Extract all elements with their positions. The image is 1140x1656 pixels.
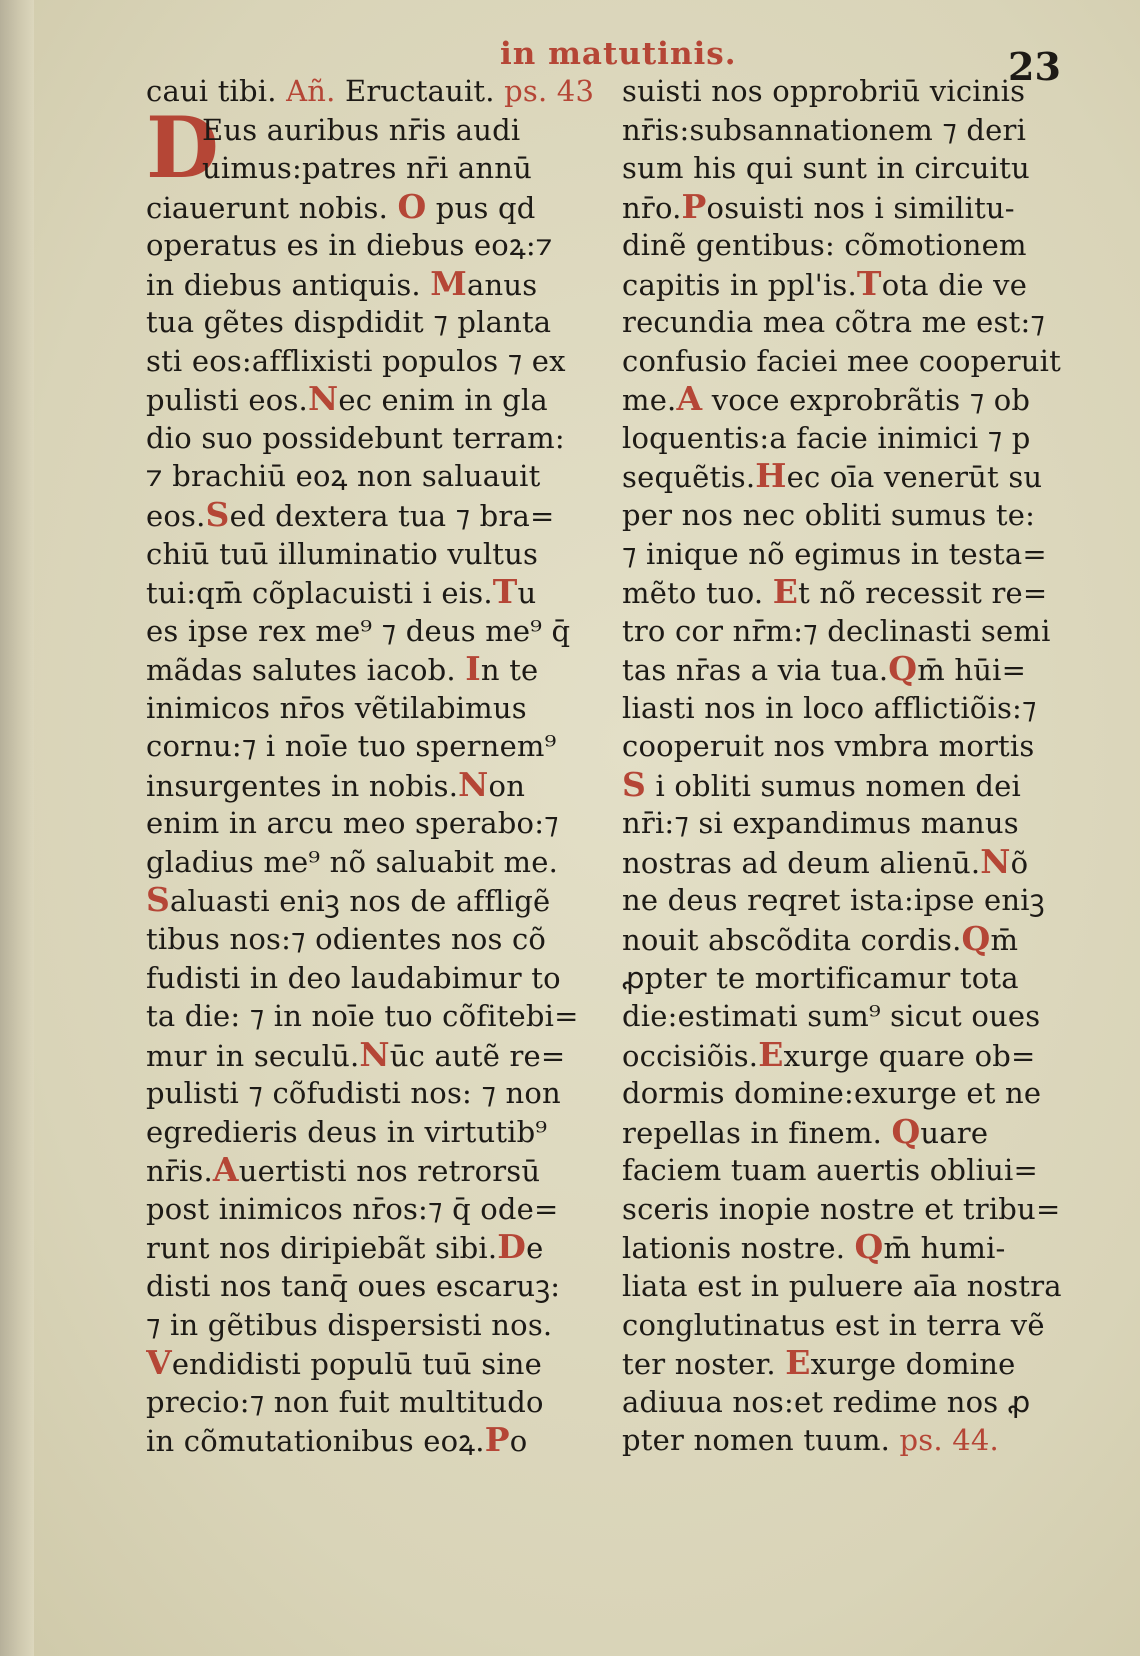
text-line: sequẽtis.Hec oīa venerūt su bbox=[622, 457, 1043, 496]
text-line: pulisti eos.Nec enim in gla bbox=[146, 380, 548, 419]
text-line: nostras ad deum alienū.Nõ bbox=[622, 842, 1029, 881]
text-line: suisti nos opprobriū vicinis bbox=[622, 74, 1026, 108]
text-line: tua gẽtes dispdidit ⁊ planta bbox=[146, 305, 552, 340]
text-line: pter nomen tuum. ps. 44. bbox=[622, 1423, 999, 1458]
text-line: operatus es in diebus eoꝝ:⁊ bbox=[146, 228, 553, 263]
text-line: ne deus reqret ista:ipse eniꝫ bbox=[622, 883, 1045, 918]
rubricated-initial: N bbox=[458, 765, 489, 804]
text-line: per nos nec obliti sumus te: bbox=[622, 498, 1036, 533]
text-line: me.A voce exprobrãtis ⁊ ob bbox=[622, 380, 1031, 419]
antiphon-marker: Añ. bbox=[286, 74, 336, 108]
rubricated-initial: P bbox=[484, 1421, 510, 1460]
text-line: nr̄o.Posuisti nos i similitu- bbox=[622, 187, 1015, 226]
text-line: mãdas salutes iacob. In te bbox=[146, 650, 539, 689]
rubricated-initial: H bbox=[755, 457, 787, 496]
text-line: adiuua nos:et redime nos ꝓ bbox=[622, 1384, 1031, 1419]
rubricated-initial: N bbox=[307, 380, 339, 419]
text-line: es ipse rex me⁹ ⁊ deus me⁹ q̄ bbox=[146, 613, 571, 648]
text-line: dormis domine:exurge et ne bbox=[622, 1076, 1042, 1111]
text-line: pulisti ⁊ cõfudisti nos: ⁊ non bbox=[146, 1076, 561, 1111]
text-line: chiū tuū illuminatio vultus bbox=[146, 536, 539, 571]
rubricated-initial: A bbox=[676, 380, 703, 419]
text-line: precio:⁊ non fuit multitudo bbox=[146, 1384, 544, 1419]
folio-number: 23 bbox=[1008, 44, 1061, 89]
text-line: post inimicos nr̄os:⁊ q̄ ode= bbox=[146, 1191, 559, 1226]
text-line: ta die: ⁊ in noīe tuo cõfitebi= bbox=[146, 999, 579, 1034]
text-line: egredieris deus in virtutib⁹ bbox=[146, 1114, 548, 1149]
text-line: runt nos diripiebãt sibi.De bbox=[146, 1228, 544, 1267]
text-line: nr̄is.Auertisti nos retrorsū bbox=[146, 1151, 541, 1190]
text-column-right bbox=[622, 72, 1062, 1460]
text-line: mẽto tuo. Et nõ recessit re= bbox=[622, 573, 1048, 612]
text-line: disti nos tanq̄ oues escaruꝫ: bbox=[146, 1268, 561, 1303]
text-line: Vendidisti populū tuū sine bbox=[146, 1344, 543, 1383]
text-line: nr̄is:subsannationem ⁊ deri bbox=[622, 112, 1027, 147]
drop-capital: D bbox=[146, 97, 219, 197]
psalm-number: ps. 44. bbox=[899, 1423, 999, 1458]
text-line: nouit abscõdita cordis.Qm̄ bbox=[622, 920, 1019, 959]
rubricated-initial: E bbox=[785, 1344, 811, 1383]
text-line: Eus auribus nr̄is audi bbox=[202, 112, 521, 147]
text-line: nr̄i:⁊ si expandimus manus bbox=[622, 806, 1019, 841]
rubricated-initial: E bbox=[758, 1035, 784, 1074]
text-line: ⁊ brachiū eoꝝ non saluauit bbox=[146, 459, 541, 494]
rubricated-initial: M bbox=[430, 264, 467, 303]
text-line: tas nr̄as a via tua.Qm̄ hūi= bbox=[622, 650, 1027, 689]
rubricated-initial: A bbox=[212, 1151, 239, 1190]
running-head: in matutinis. bbox=[500, 36, 737, 72]
rubricated-initial: Q bbox=[961, 920, 991, 959]
text-line: ter noster. Exurge domine bbox=[622, 1344, 1016, 1383]
text-line: die:estimati sum⁹ sicut oues bbox=[622, 999, 1041, 1034]
rubricated-initial: Q bbox=[891, 1112, 921, 1151]
text-line: ⁊ in gẽtibus dispersisti nos. bbox=[146, 1307, 553, 1342]
rubricated-initial: T bbox=[856, 264, 882, 303]
text-line: uimus:patres nr̄i annū bbox=[202, 151, 532, 186]
text-line: liata est in puluere aīa nostra bbox=[622, 1268, 1062, 1303]
text-line: ciauerunt nobis. O pus qd bbox=[146, 187, 536, 226]
text-line: confusio faciei mee cooperuit bbox=[622, 343, 1062, 378]
rubricated-initial: S bbox=[205, 496, 230, 535]
text-line: ⁊ inique nõ egimus in testa= bbox=[622, 536, 1047, 571]
rubricated-initial: Q bbox=[888, 650, 918, 689]
text-line: mur in seculū.Nūc autẽ re= bbox=[146, 1035, 566, 1074]
text-line: gladius me⁹ nõ saluabit me. bbox=[146, 844, 559, 879]
text-line: eos.Sed dextera tua ⁊ bra= bbox=[146, 496, 555, 535]
text-line: tro cor nr̄m:⁊ declinasti semi bbox=[622, 613, 1051, 648]
text-column-left bbox=[146, 72, 596, 1460]
rubricated-initial: Q bbox=[854, 1228, 884, 1267]
text-line: sceris inopie nostre et tribu= bbox=[622, 1191, 1061, 1226]
text-line: ꝓpter te mortificamur tota bbox=[622, 960, 1019, 995]
rubricated-initial: N bbox=[980, 842, 1011, 881]
rubricated-initial: S bbox=[146, 881, 171, 920]
rubricated-initial: O bbox=[397, 187, 427, 226]
text-line: inimicos nr̄os vẽtilabimus bbox=[146, 690, 527, 725]
text-line: S i obliti sumus nomen dei bbox=[622, 765, 1022, 804]
text-line: occisiõis.Exurge quare ob= bbox=[622, 1035, 1036, 1074]
text-line: dio suo possidebunt terram: bbox=[146, 420, 565, 455]
text-line: lationis nostre. Qm̄ humi- bbox=[622, 1228, 1006, 1267]
rubricated-initial: P bbox=[681, 187, 707, 226]
text-line: enim in arcu meo sperabo:⁊ bbox=[146, 806, 559, 841]
rubricated-initial: V bbox=[146, 1344, 172, 1383]
text-line: liasti nos in loco afflictiõis:⁊ bbox=[622, 690, 1037, 725]
text-line: capitis in ppl'is.Tota die ve bbox=[622, 264, 1028, 303]
rubricated-initial: T bbox=[492, 573, 518, 612]
text-line: fudisti in deo laudabimur to bbox=[146, 960, 561, 995]
text-line: tui:qm̄ cõplacuisti i eis.Tu bbox=[146, 573, 537, 612]
text-line: caui tibi. Añ. Eructauit. ps. 43 bbox=[146, 74, 595, 108]
binding-gutter bbox=[0, 0, 34, 1656]
text-line: in diebus antiquis. Manus bbox=[146, 264, 538, 303]
text-line: sum his qui sunt in circuitu bbox=[622, 151, 1030, 186]
text-line: cooperuit nos vmbra mortis bbox=[622, 729, 1035, 764]
rubricated-initial: S bbox=[622, 765, 647, 804]
rubricated-initial: I bbox=[465, 650, 481, 689]
text-line: sti eos:afflixisti populos ⁊ ex bbox=[146, 343, 566, 378]
text-line: loquentis:a facie inimici ⁊ p bbox=[622, 420, 1031, 455]
text-line: repellas in finem. Quare bbox=[622, 1112, 989, 1151]
text-line: insurgentes in nobis.Non bbox=[146, 765, 526, 804]
text-line: dinẽ gentibus: cõmotionem bbox=[622, 228, 1027, 263]
psalm-number: ps. 43 bbox=[504, 74, 595, 108]
rubricated-initial: D bbox=[497, 1228, 527, 1267]
text-line: tibus nos:⁊ odientes nos cõ bbox=[146, 922, 547, 957]
rubricated-initial: N bbox=[359, 1035, 390, 1074]
text-line: recundia mea cõtra me est:⁊ bbox=[622, 305, 1046, 340]
text-line: faciem tuam auertis obliui= bbox=[622, 1153, 1039, 1188]
text-line: cornu:⁊ i noīe tuo spernem⁹ bbox=[146, 729, 557, 764]
text-line: conglutinatus est in terra vẽ bbox=[622, 1307, 1045, 1342]
text-line: Saluasti eniꝫ nos de affligẽ bbox=[146, 881, 551, 920]
rubricated-initial: E bbox=[772, 573, 799, 612]
text-line: in cõmutationibus eoꝝ.Po bbox=[146, 1421, 528, 1460]
